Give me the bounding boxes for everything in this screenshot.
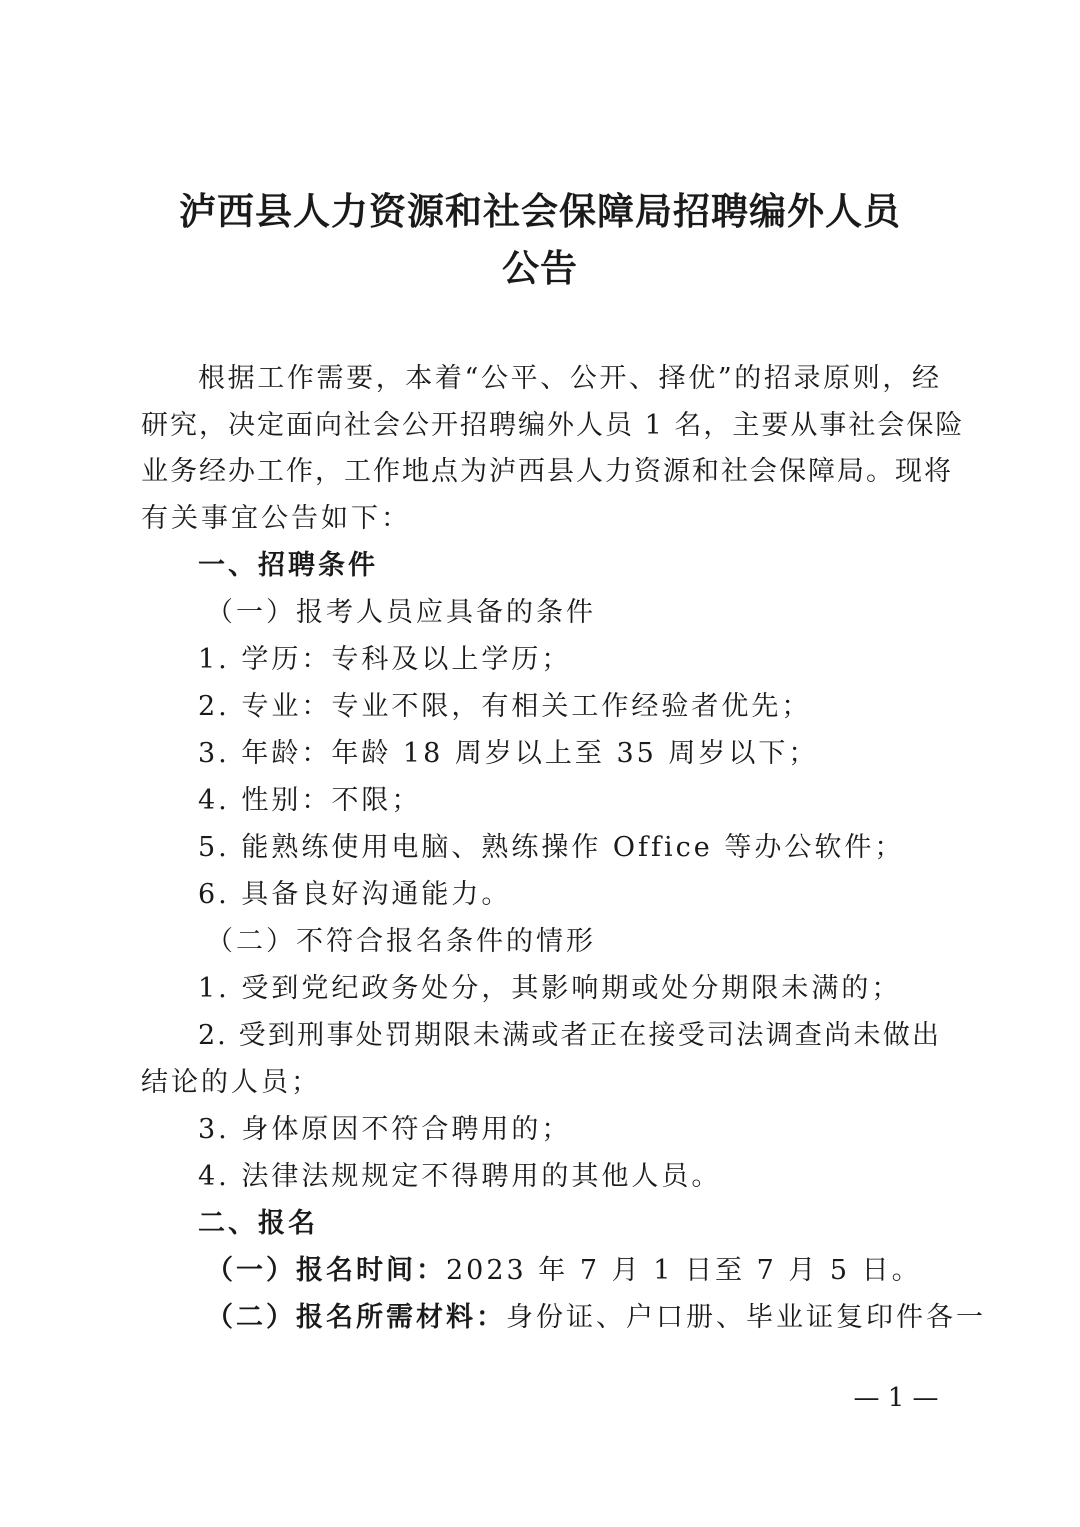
list-item: 4. 法律法规规定不得聘用的其他人员。 <box>198 1161 722 1192</box>
document-title-line-2: 公告 <box>502 246 578 290</box>
registration-time-value: 2023 年 7 月 1 日至 7 月 5 日。 <box>446 1255 922 1286</box>
subsection-heading-requirements: （一）报考人员应具备的条件 <box>206 597 596 628</box>
registration-time <box>206 1251 922 1291</box>
document-title-line-1: 泸西县人力资源和社会保障局招聘编外人员 <box>179 189 901 233</box>
list-item: 2. 受到刑事处罚期限未满或者正在接受司法调查尚未做出 <box>198 1020 941 1051</box>
registration-materials-value: 身份证、户口册、毕业证复印件各一 <box>506 1302 986 1333</box>
registration-materials-label: （二）报名所需材料： <box>206 1302 506 1333</box>
list-item: 2. 专业：专业不限，有相关工作经验者优先； <box>198 691 812 722</box>
registration-materials <box>206 1298 986 1338</box>
subsection-heading-ineligible: （二）不符合报名条件的情形 <box>206 926 596 957</box>
list-item: 3. 身体原因不符合聘用的； <box>198 1114 572 1145</box>
list-item-continuation: 结论的人员； <box>141 1067 321 1098</box>
list-item: 4. 性别：不限； <box>198 785 422 816</box>
list-item: 1. 受到党纪政务处分，其影响期或处分期限未满的； <box>198 973 902 1004</box>
list-item: 1. 学历：专科及以上学历； <box>198 644 572 675</box>
page-number: — 1 — <box>853 1383 939 1413</box>
section-heading-recruitment-conditions: 一、招聘条件 <box>198 550 378 581</box>
list-item: 3. 年龄：年龄 18 周岁以上至 35 周岁以下； <box>198 738 819 769</box>
section-heading-registration: 二、报名 <box>198 1208 318 1239</box>
list-item: 6. 具备良好沟通能力。 <box>198 879 512 910</box>
intro-line-3: 业务经办工作，工作地点为泸西县人力资源和社会保障局。现将 <box>141 456 953 487</box>
registration-time-label: （一）报名时间： <box>206 1255 446 1286</box>
intro-line-2: 研究，决定面向社会公开招聘编外人员 1 名，主要从事社会保险 <box>141 410 965 441</box>
intro-line-4: 有关事宜公告如下： <box>141 503 411 534</box>
list-item: 5. 能熟练使用电脑、熟练操作 Office 等办公软件； <box>198 832 905 863</box>
intro-line-1: 根据工作需要，本着“公平、公开、择优”的招录原则，经 <box>198 363 941 394</box>
